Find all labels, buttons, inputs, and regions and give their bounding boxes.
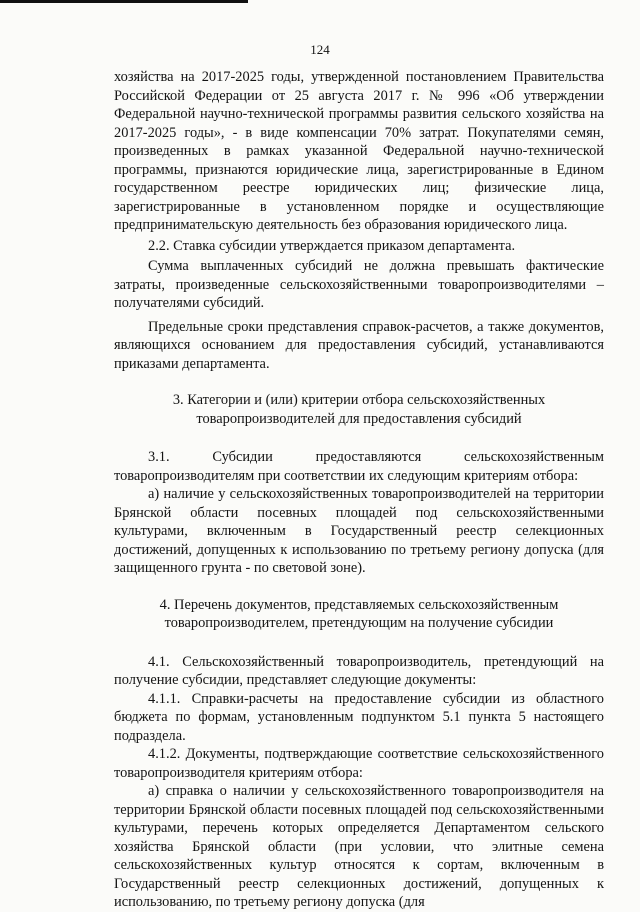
paragraph-subsidy-limit: Сумма выплаченных субсидий не должна превышать фактические затраты, произведенные сельскохозяйственными товаропроизводителями – получателями субсидий. [114, 258, 604, 311]
document-body [114, 68, 604, 912]
paragraph-4-1-2-a: а) справка о наличии у сельскохозяйственного товаропроизводителя на территории Брянской области посевных площадей под сельскохозяйственными культурами, перечень которых определяется Департаментом сельского хозяйства Брянской области (при условии, что элитные семена сельскохозяйственных культур относятся к сортам, включенным в Государственный реестр селекционных достижений, допущенных к использованию, по третьему региону допуска (для [114, 783, 604, 910]
section-3-title-line-2: товаропроизводителей для предоставления субсидий [196, 410, 522, 427]
paragraph-2-2: 2.2. Ставка субсидии утверждается приказом департамента. [148, 237, 516, 254]
paragraph-4-1: 4.1. Сельскохозяйственный товаропроизводитель, претендующий на получение субсидии, представляет следующие документы: [114, 653, 604, 688]
section-3-title-line-1: 3. Категории и (или) критерии отбора сельскохозяйственных [172, 392, 546, 408]
paragraph-continuation: хозяйства на 2017-2025 годы, утвержденной постановлением Правительства Российской Федерации от 25 августа 2017 г. № 996 «Об утверждении Федеральной научно-технической программы развития сельского хозяйства на 2017-2025 годы», - в виде компенсации 70% затрат. Покупателями семян, произведенных в рамках указанной Федеральной научно-технической программы, признаются юридические лица, зарегистрированные в Едином государственном реестре юридических лиц; физические лица, зарегистрированные в установленном порядке и осуществляющие предпринимательскую деятельность без образования юридического лица. [114, 69, 604, 233]
section-3-heading [128, 391, 590, 428]
section-4-title-line-2: товаропроизводителем, претендующим на получение субсидии [164, 615, 554, 631]
paragraph-4-1-1: 4.1.1. Справки-расчеты на предоставление субсидии из областного бюджета по формам, установленным подпунктом 5.1 пункта 5 настоящего подраздела. [114, 690, 604, 744]
page-number: 124 [310, 42, 330, 57]
section-4-title-line-1: 4. Перечень документов, представляемых сельскохозяйственным [159, 596, 559, 613]
paragraph-4-1-2: 4.1.2. Документы, подтверждающие соответствие сельскохозяйственного товаропроизводителя критериям отбора: [114, 746, 604, 781]
top-edge-line [0, 0, 248, 3]
paragraph-3-1-a: а) наличие у сельскохозяйственных товаропроизводителей на территории Брянской области посевных площадей под сельскохозяйственными культурами, включенным в Государственный реестр селекционных достижений, допущенных к использованию по третьему региону допуска (для защищенного грунта - по световой зоне). [114, 486, 604, 576]
paragraph-deadlines: Предельные сроки представления справок-расчетов, а также документов, являющихся основанием для предоставления субсидий, устанавливаются приказами департамента. [114, 318, 604, 372]
section-4-heading [128, 596, 590, 633]
paragraph-3-1: 3.1. Субсидии предоставляются сельскохозяйственным товаропроизводителям при соответствии их следующим критериям отбора: [114, 449, 604, 484]
